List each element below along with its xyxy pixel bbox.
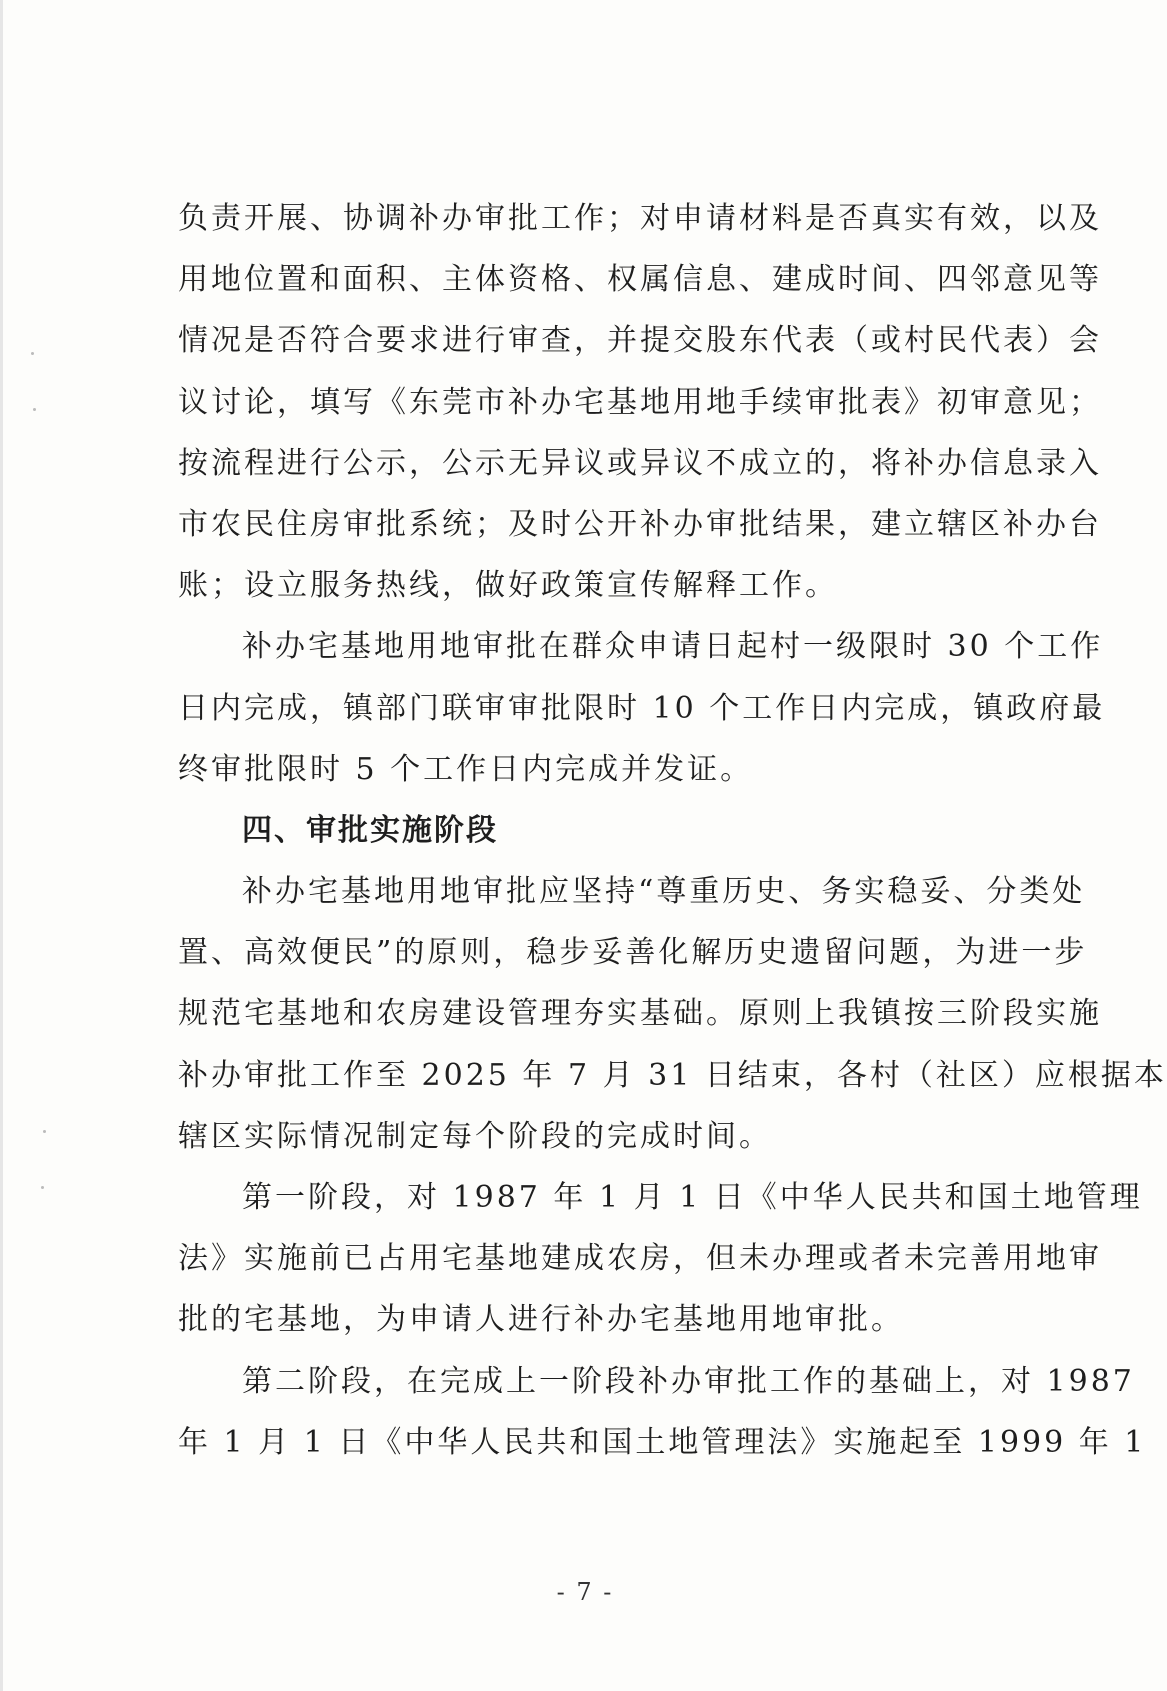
section-heading: 四、审批实施阶段	[242, 812, 498, 848]
text-line: 市农民住房审批系统；及时公开补办审批结果，建立辖区补办台	[178, 506, 1102, 542]
text-line: 日内完成，镇部门联审审批限时 10 个工作日内完成，镇政府最	[178, 690, 1106, 726]
text-line: 补办宅基地用地审批在群众申请日起村一级限时 30 个工作	[242, 629, 1104, 665]
text-line: 账；设立服务热线，做好政策宣传解释工作。	[178, 568, 838, 604]
text-line: 第一阶段，对 1987 年 1 月 1 日《中华人民共和国土地管理	[242, 1180, 1143, 1215]
text-line: 终审批限时 5 个工作日内完成并发证。	[178, 751, 754, 787]
text-line: 用地位置和面积、主体资格、权属信息、建成时间、四邻意见等	[178, 262, 1102, 298]
text-line: 规范宅基地和农房建设管理夯实基础。原则上我镇按三阶段实施	[178, 996, 1102, 1032]
text-line: 法》实施前已占用宅基地建成农房，但未办理或者未完善用地审	[178, 1241, 1102, 1277]
text-line: 按流程进行公示，公示无异议或异议不成立的，将补办信息录入	[178, 445, 1102, 481]
text-line: 补办审批工作至 2025 年 7 月 31 日结束，各村（社区）应根据本	[178, 1057, 1167, 1093]
document-body	[178, 188, 1167, 1473]
scan-speck	[41, 1186, 44, 1189]
scan-speck	[31, 352, 34, 355]
text-line: 批的宅基地，为申请人进行补办宅基地用地审批。	[178, 1302, 904, 1338]
text-line: 议讨论，填写《东莞市补办宅基地用地手续审批表》初审意见；	[178, 384, 1102, 420]
text-line: 年 1 月 1 日《中华人民共和国土地管理法》实施起至 1999 年 1	[178, 1424, 1147, 1460]
text-line: 负责开展、协调补办审批工作；对申请材料是否真实有效，以及	[178, 201, 1102, 236]
scan-speck	[33, 408, 36, 411]
page-number: - 7 -	[556, 1578, 614, 1606]
text-line: 置、高效便民”的原则，稳步妥善化解历史遗留问题，为进一步	[178, 935, 1088, 971]
text-line: 情况是否符合要求进行审查，并提交股东代表（或村民代表）会	[178, 323, 1102, 359]
text-line: 补办宅基地用地审批应坚持“尊重历史、务实稳妥、分类处	[242, 874, 1086, 910]
scan-speck	[43, 1130, 46, 1133]
text-line: 辖区实际情况制定每个阶段的完成时间。	[178, 1118, 772, 1154]
text-line: 第二阶段，在完成上一阶段补办审批工作的基础上，对 1987	[242, 1363, 1135, 1399]
